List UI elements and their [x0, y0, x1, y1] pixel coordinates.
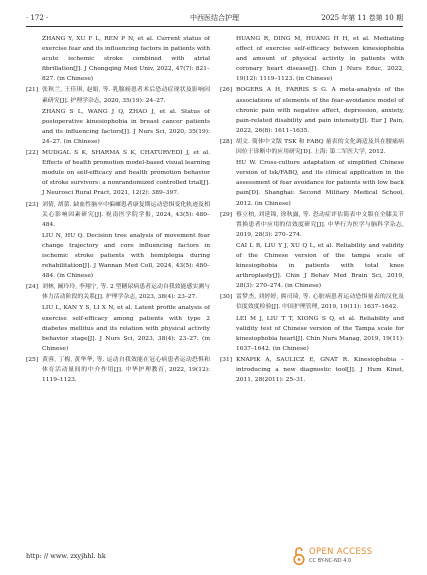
reference-entry: [26, 231, 210, 281]
reference-text: 蔡立柏, 刘延锦, 徐秋露, 等. 恐动症评估简表中文版在全膝关节置换患者中应用的信效度研究[J]. 中华行为医学与脑科学杂志, 2019, 28(3): 270–274.: [236, 211, 404, 238]
reference-text: ZHANG Y, XU F L, REN P N, et al. Current status of exercise fear and its influencing factors in patients with acute ischemic stroke combined with atrial fibrillation[J]. J Chongqing Med Univ, 2022, 47(7): 821–827. (in Chinese): [42, 36, 210, 83]
reference-entry: [220, 314, 404, 354]
left-column: [26, 34, 210, 386]
running-header: [26, 12, 403, 27]
page-footer: [26, 540, 403, 570]
reference-entry: [220, 85, 404, 135]
reference-entry: [26, 303, 210, 353]
license-label: CC BY-NC-ND 4.0: [309, 558, 352, 564]
reference-text: MUDGAL S K, SHARMA S K, CHATURVEDI J, et al. Effects of health promotion model-based visual learning module on self-efficacy and health promotion behavior of stroke survivors: a nonrandomized controlled trial[J]. J Neurosci Rural Pract, 2021, 12(2): 389–397.: [42, 150, 210, 197]
reference-entry: [26, 107, 210, 147]
reference-text: ROGERS A H, FARRIS S G. A meta-analysis of the associations of elements of the fear-avoidance model of chronic pain with negative affect, depression, anxiety, pain-related disability and pain intensity[J]. Eur J Pain, 2022, 26(8): 1611–1635.: [236, 87, 404, 134]
reference-number: [22]: [26, 150, 39, 157]
journal-name: 中西医结合护理: [190, 14, 239, 22]
reference-text: HUANG R, DING M, HUANG H H, et al. Mediating effect of exercise self-efficacy between kinesiophobia and amount of physical activity in patients with coronary heart disease[J]. Chin J Nurs Educ, 2022, 19(12): 1119–1123. (in Chinese): [236, 36, 404, 83]
reference-text: ZHANG S L, WANG J Q, ZHAO J, et al. Status of postoperative kinesiophobia in breast cancer patients and its influencing factors[J]. J Nurs Sci, 2020, 35(19): 24–27. (in Chinese): [42, 108, 210, 145]
open-access-badge: [293, 544, 403, 568]
reference-number: [31]: [220, 356, 233, 363]
reference-text: 张秋兰, 王佳琪, 赵娟, 等. 乳腺癌患者术后恐动症现状及影响因素研究[J]. 护理学杂志, 2020, 35(19): 24–27.: [42, 87, 210, 104]
reference-entry: [220, 241, 404, 291]
reference-entry: [26, 34, 210, 84]
page-number: · 172 ·: [26, 14, 49, 22]
reference-text: 雷梦杰, 刘婷婷, 熊司琦, 等. 心脏病患者运动恐惧量表的汉化及信度效度检验[J]. 中国护理管理, 2019, 19(11): 1637–1642.: [236, 294, 404, 311]
reference-entry: [220, 158, 404, 208]
reference-entry: [220, 292, 404, 312]
references-body: [26, 34, 404, 524]
open-access-label: OPEN ACCESS: [309, 546, 373, 556]
reference-number: [21]: [26, 87, 39, 94]
issue-info: 2025 年第 11 卷第 10 期: [321, 14, 403, 22]
journal-url-link[interactable]: http: // www. zxyjhhl. hk: [26, 552, 106, 560]
reference-entry: [26, 282, 210, 302]
reference-number: [24]: [26, 284, 39, 291]
reference-entry: [26, 148, 210, 198]
reference-text: LIU L, KAN Y S, LI X N, et al. Latent profile analysis of exercise self-efficacy among patients with type 2 diabetes mellitus and its relation with physical activity behavior stage[J]. J Nurs Sci, 2023, 38(4): 23–27. (in Chinese): [42, 305, 210, 352]
reference-text: 黄蓉, 丁梅, 黄华华, 等. 运动自我效能在冠心病患者运动恐惧和体育活动量间的中介作用[J]. 中华护理教育, 2022, 19(12): 1119–1123.: [42, 356, 210, 384]
reference-entry: [220, 355, 404, 385]
reference-text: KNAPIK A, SAULICZ E, GNAT R. Kinesiophobia – introducing a new diagnostic tool[J]. J Hum Kinet, 2011, 28(2011): 25–31.: [236, 356, 404, 384]
reference-text: CAI L B, LIU Y J, XU Q L, et al. Reliability and validity of the Chinese version of the tampa scale of kinesiophobia in patients with total knee arthroplasty[J]. Chin J Behav Med Brain Sci, 2019, 28(3): 270–274. (in Chinese): [236, 242, 404, 290]
reference-number: [28]: [220, 138, 233, 145]
right-column: [220, 34, 404, 386]
reference-number: [23]: [26, 201, 39, 208]
reference-text: 胡文. 简体中文版 TSK 和 FABQ 量表的文化调适及其在腰痛病因位于诊断中的应用研究[D]. 上海: 第二军医大学, 2012.: [236, 138, 404, 156]
reference-text: HU W. Cross-culture adaptation of simplified Chinese version of tsk/FABQ, and its clinical application in the assessment of fear avoidance for patients with low back pain[D]. Shanghai: Second Military Medical School, 2012. (in Chinese): [236, 160, 404, 207]
reference-text: 刘倩, 胡蕾. 缺血性脑卒中偏瘫患者康复期运动恐惧变化轨迹及相关心影响因素研究[J]. 祝南医学院学报, 2024, 43(5): 480–484.: [42, 201, 210, 228]
reference-text: LIU N, HU Q. Decision tree analysis of movement fear change trajectory and core influencing factors in ischemic stroke patients with hemiplegia during rehabilitation[J]. J Wannan Med Coll, 2024, 43(5): 480–484. (in Chinese): [42, 232, 210, 280]
reference-entry: [220, 137, 404, 157]
reference-number: [26]: [220, 87, 233, 94]
reference-number: [29]: [220, 211, 233, 218]
reference-text: LEI M J, LIU T T, XIONG S Q, et al. Reliability and validity test of Chinese version of the Tampa scale for kinesiophobia heart[J]. Chin Nurs Manag, 2019, 19(11): 1637–1642. (in Chinese): [236, 315, 404, 352]
open-access-lock-icon: [293, 546, 305, 566]
reference-entry: [26, 85, 210, 105]
reference-entry: [220, 34, 404, 84]
reference-number: [25]: [26, 356, 39, 363]
reference-text: 刘林, 阚玲玲, 李翔宁, 等. 2 型糖尿病患者运动自我效能感实测与体力活动阶段的关系[J]. 护理学杂志, 2023, 38(4): 23–27.: [42, 284, 210, 301]
reference-number: [30]: [220, 294, 233, 301]
reference-entry: [220, 210, 404, 240]
reference-entry: [26, 200, 210, 230]
reference-entry: [26, 355, 210, 385]
